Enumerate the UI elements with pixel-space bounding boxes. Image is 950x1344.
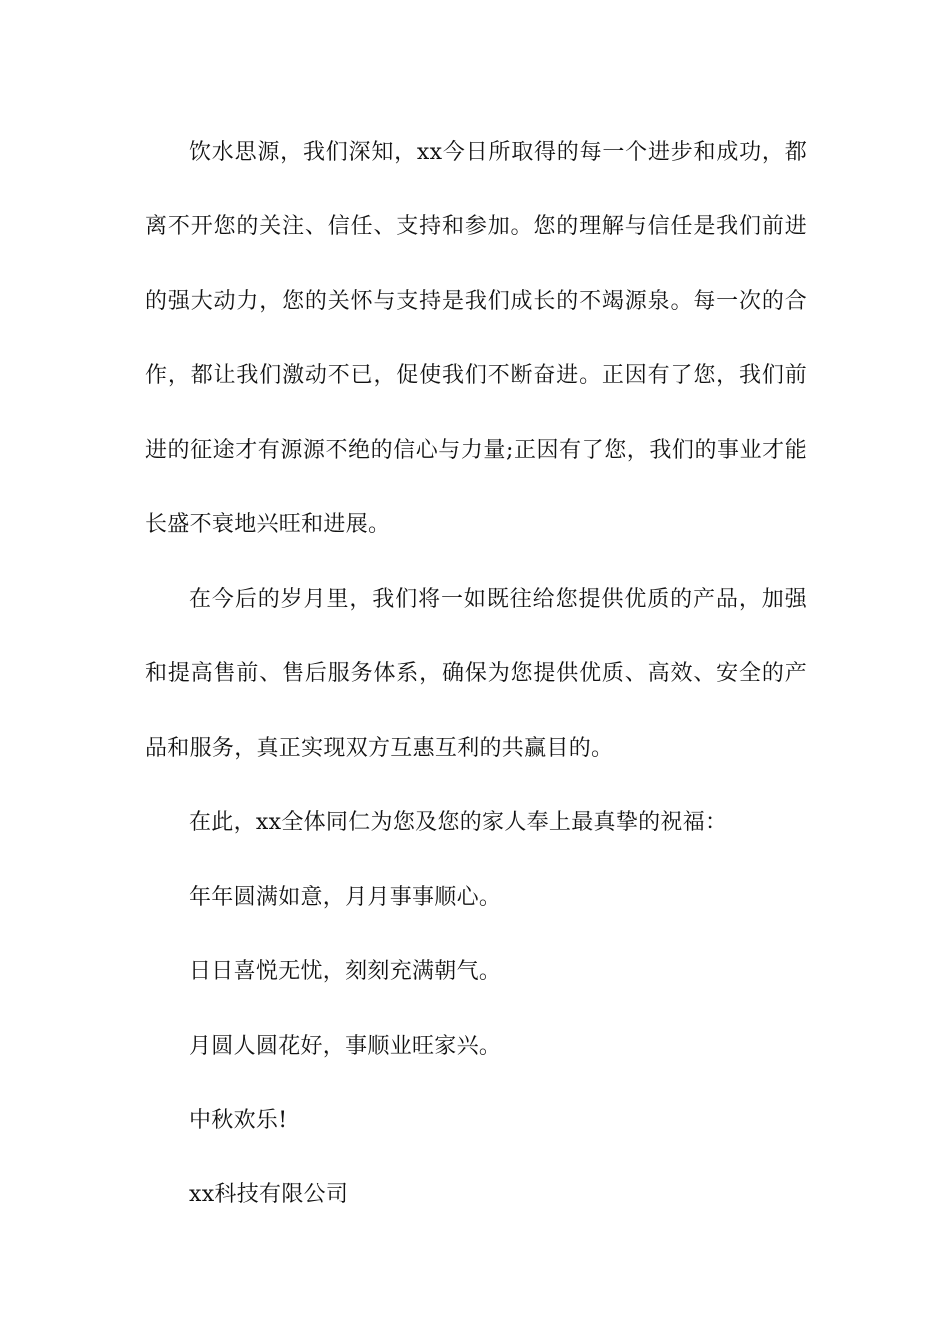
festival-greeting: 中秋欢乐! bbox=[189, 1108, 288, 1133]
paragraph-2-line-2: 和提高售前、售后服务体系，确保为您提供优质、高效、安全的产 bbox=[145, 661, 807, 686]
paragraph-1-line-3: 的强大动力，您的关怀与支持是我们成长的不竭源泉。每一次的合 bbox=[145, 289, 807, 314]
blessing-line-3: 月圆人圆花好，事顺业旺家兴。 bbox=[189, 1034, 502, 1059]
paragraph-1-line-2: 离不开您的关注、信任、支持和参加。您的理解与信任是我们前进 bbox=[145, 214, 807, 239]
blessing-line-2: 日日喜悦无忧，刻刻充满朝气。 bbox=[189, 959, 502, 984]
paragraph-1-line-6: 长盛不衰地兴旺和进展。 bbox=[145, 512, 391, 537]
paragraph-1-line-1: 饮水思源，我们深知，xx今日所取得的每一个进步和成功，都 bbox=[189, 140, 807, 165]
blessing-line-1: 年年圆满如意，月月事事顺心。 bbox=[189, 885, 502, 910]
paragraph-1-line-5: 进的征途才有源源不绝的信心与力量;正因有了您，我们的事业才能 bbox=[145, 438, 807, 463]
company-signature: xx科技有限公司 bbox=[189, 1182, 349, 1207]
paragraph-2-line-3: 品和服务，真正实现双方互惠互利的共赢目的。 bbox=[145, 736, 614, 761]
paragraph-2-line-1: 在今后的岁月里，我们将一如既往给您提供优质的产品，加强 bbox=[189, 587, 807, 612]
paragraph-1-line-4: 作，都让我们激动不已，促使我们不断奋进。正因有了您，我们前 bbox=[145, 363, 807, 388]
greeting-intro: 在此，xx全体同仁为您及您的家人奉上最真挚的祝福： bbox=[189, 810, 728, 835]
